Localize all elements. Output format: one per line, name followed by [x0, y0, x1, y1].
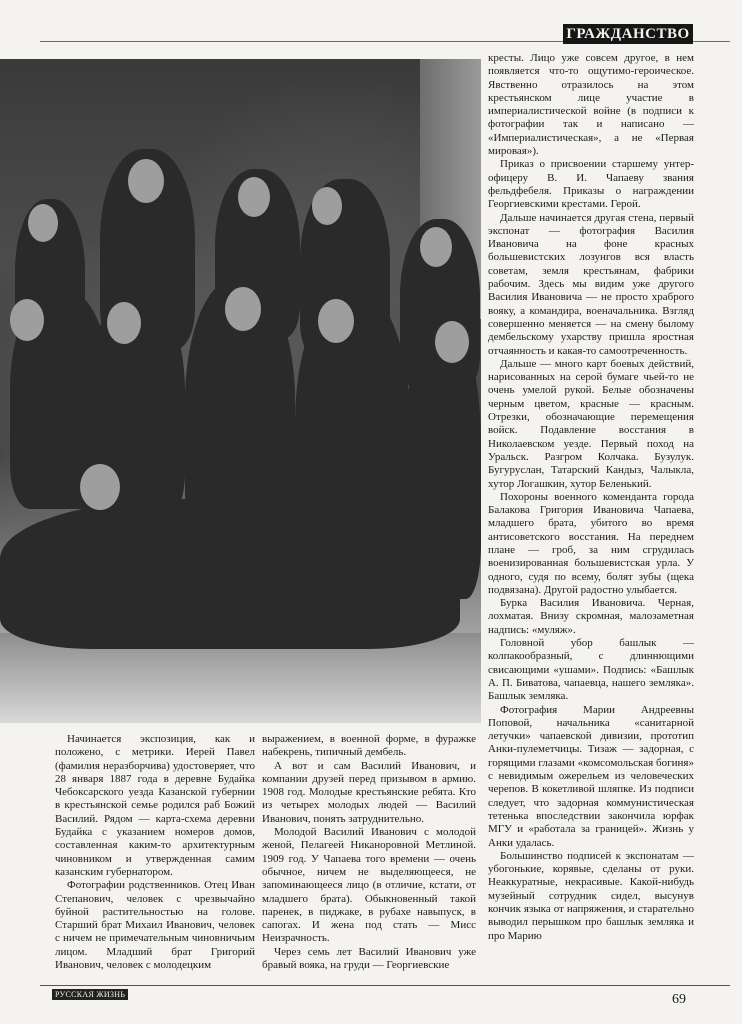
photo-face [312, 187, 342, 225]
magazine-name: РУССКАЯ ЖИЗНЬ [52, 989, 128, 1000]
text-column-1 [55, 733, 255, 972]
section-title: ГРАЖДАНСТВО [563, 24, 693, 44]
photo-face [10, 299, 44, 341]
photo-face [435, 321, 469, 363]
photo-face [225, 287, 261, 331]
paragraph: Начинается экспозиция, как и положено, с метрики. Иерей Павел (фамилия неразборчива) удостоверяет, что 28 января 1887 года в деревне Будайка Чебоксарского уезда Казанской губернии в крестьянской семье родился раб Божий Василий. Рядом — карта-схема деревни Будайка с указанием номеров домов, составленная каким-то архитектурным чиновником и утвержденная самим казанским губернатором. [55, 733, 255, 878]
paragraph: Фотография Марии Андреевны Поповой, начальника «санитарной летучки» чапаевской дивизии, прототип Анки-пулеметчицы. Тизаж — задорная, с горящими глазами «комсомольская богиня» с невидимым ожерельем из человеческих черепов. В кокетливой шляпке. Из подписи следует, что задорная коммунистическая тетенька впоследствии закончила юрфак МГУ и «работала за границей». Жизнь у Анки удалась. [488, 703, 694, 849]
text-column-2 [262, 733, 476, 972]
page-number: 69 [672, 992, 686, 1007]
paragraph: Фотографии родственников. Отец Иван Степанович, человек с чрезвычайно буйной растительностью на голове. Старший брат Михаил Иванович, человек с ничем не примечательным чиновничьим лицом. Младший брат Григорий Иванович, человек с молодецким [55, 879, 255, 972]
photo-face [28, 204, 58, 242]
paragraph: Похороны военного коменданта города Балакова Григория Ивановича Чапаева, младшего брата, убитого во время антисоветского восстания. На переднем плане — гроб, за ним сгрудилась военизированная большевистская урла. У одного, судя по всему, болят зубы (щека подвязана). Другой радостно улыбается. [488, 490, 694, 596]
photo-face [318, 299, 354, 343]
paragraph: Дальше — много карт боевых действий, нарисованных на серой бумаге чьей-то не очень умелой рукой. Белые обозначены черным цветом, красные — красным. Отрезки, обозначающие перемещения войск. Подавление восстания в Николаевском уезде. Первый поход на Уральск. Разгром Колчака. Бузулук. Бугуруслан, Татарский Кандыз, Чалыкла, хутор Логашкин, хутор Беленький. [488, 357, 694, 490]
paragraph: Большинство подписей к экспонатам — убогонькие, корявые, сделаны от руки. Неаккуратные, некрасивые. Какой-нибудь музейный сотрудник сидел, высунув кончик языка от напряжения, и старательно выводил перышком про башлык земляка и про Марию [488, 849, 694, 942]
paragraph: кресты. Лицо уже совсем другое, в нем появляется что-то ощутимо-героическое. Явственно отразилось на этом крестьянском лице участие в империалистической войне (в подписи к фотографии так и написано — «Империалистическая», а не «Первая мировая»). [488, 52, 694, 158]
paragraph: выражением, в военной форме, в фуражке набекрень, типичный дембель. [262, 733, 476, 759]
paragraph: А вот и сам Василий Иванович, и компании друзей перед призывом в армию. 1908 год. Молодые крестьянские ребята. Кто из четырех молодых людей — Василий Иванович, понять затруднительно. [262, 759, 476, 825]
photo-figure [0, 499, 460, 649]
paragraph: Через семь лет Василий Иванович уже бравый вояка, на груди — Георгиевские [262, 945, 476, 972]
paragraph: Приказ о присвоении старшему унтер-офицеру В. И. Чапаеву звания фельдфебеля. Приказы о награждении Георгиевскими крестами. Герой. [488, 158, 694, 211]
group-photo [0, 59, 481, 723]
photo-face [128, 159, 164, 203]
photo-face [107, 302, 141, 344]
text-column-3 [488, 52, 694, 943]
photo-face [420, 227, 452, 267]
photo-face [80, 464, 120, 510]
paragraph: Головной убор башлык — колпакообразный, с длиннющими свисающими «ушами». Подпись: «Башлык А. П. Биватова, чапаевца, нашего земляка». Башлык земляка. [488, 637, 694, 703]
paragraph: Молодой Василий Иванович с молодой женой, Пелагеей Никаноровной Метлиной. 1909 год. У Чапаева того времени — очень обычное, ничем не выделяющееся, не запоминающееся лицо (в отличие, кстати, от младшего брата). Обыкновенный такой паренек, в пиджаке, в рубахе навыпуск, в сапогах. И жена под стать — Мисс Неизрачность. [262, 826, 476, 945]
footer-rule [40, 985, 730, 986]
paragraph: Бурка Василия Ивановича. Черная, лохматая. Внизу скромная, малозаметная надпись: «муляж». [488, 597, 694, 636]
paragraph: Дальше начинается другая стена, первый экспонат — фотография Василия Ивановича на фоне красных большевистских лозунгов вся власть советам, земля крестьянам, фабрики рабочим. Здесь мы видим уже другого Василия Ивановича — не просто храброго вояку, а командира, военачальника. Взгляд совершенно меняется — на смену былому дембельскому ухарству пришла яростная отчаянность и какая-то самоотреченность. [488, 211, 694, 357]
photo-face [238, 177, 270, 217]
